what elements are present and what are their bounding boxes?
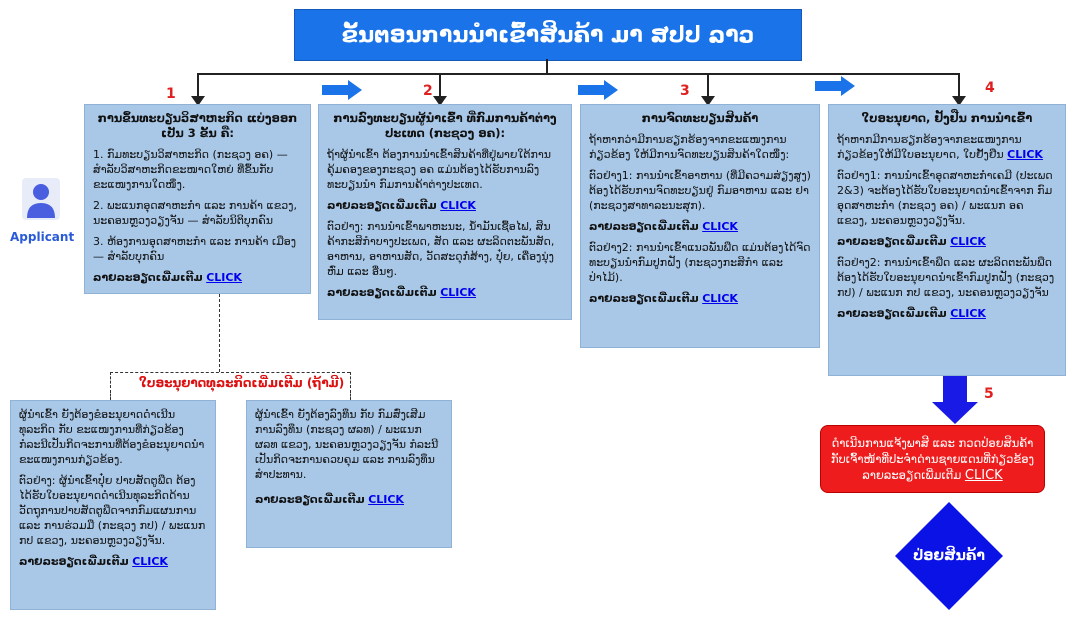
step-3-text: ຖ້າຫາກວ່າມີການຮຽກຮ້ອງຈາກຂະແໜງການກ່ຽວຂ້ອງ ໃຫ້ມີການຈົດທະບຽນສິນຄ້າໃດໜຶ່ງ: bbox=[589, 133, 790, 161]
step-number-3: 3 bbox=[680, 83, 690, 99]
title-connector bbox=[546, 59, 548, 73]
optional-box-1-text: ຜູ້ນໍາເຂົ້າ ຍັງຕ້ອງຂໍອະນຸຍາດດໍາເນີນທຸລະກິດ ກັບ ຂະແໜງການທີ່ກ່ຽວຂ້ອງ ກໍລະນີເປັນກິດຈະການທີ່ຕ້ອງຂໍອະນຸຍາດນໍາຂະແໜງການກ່ຽວຂ້ອງ. bbox=[19, 408, 205, 466]
step-number-1: 1 bbox=[166, 86, 176, 102]
step-3-box bbox=[580, 104, 820, 348]
step-2-heading: ການລົງທະບຽນຜູ້ນໍາເຂົ້າ ທີ່ກົມການຄ້າຕ່າງປະເທດ (ກະຊວງ ອຄ): bbox=[333, 111, 557, 140]
step-4-click-link-2[interactable]: CLICK bbox=[950, 235, 986, 248]
optional-dashed-connector bbox=[219, 294, 220, 372]
optional-dashed-drop-left-2 bbox=[110, 390, 111, 400]
step-2-example: ຕົວຢ່າງ: ການນໍາເຂົ້າພາຫະນະ, ນໍ້າມັນເຊື້ອໄຟ, ສິນຄ້າກະສິກໍາບາງປະເພດ, ສັດ ແລະ ຜະລິດຕະພັນສັດ, ອາຫານ, ອາຫານສັດ, ວັດສະດຸກໍ່ສ້າງ, ປຸ໋ຍ, ເຄື່ອງນຸ່ງຫົ່ມ ແລະ ອື່ນໆ. bbox=[327, 220, 555, 278]
more-details-label: ລາຍລະອຽດເພີ່ມເຕີມ bbox=[19, 555, 129, 568]
step-arrow-icon-1 bbox=[322, 80, 362, 100]
step-number-2: 2 bbox=[423, 83, 433, 99]
step-4-example-1: ຕົວຢ່າງ1: ການນໍາເຂົ້າອຸດສາຫະກໍາເຄມີ (ປະເພດ 2&3) ຈະຕ້ອງໄດ້ຮັບໃບອະນຸຍາດນໍາເຂົ້າຈາກ ກົມອຸດສາຫະກໍາ (ກະຊວງ ອຄ) / ພະແນກ ອຄ ແຂວງ, ນະຄອນຫຼວງວຽງຈັນ. bbox=[837, 169, 1053, 227]
optional-box-2-text: ຜູ້ນໍາເຂົ້າ ຍັງຕ້ອງລົງທຶນ ກັບ ກົມສົ່ງເສີມການລົງທຶນ (ກະຊວງ ຜລທ) / ພະແນກ ຜລທ ແຂວງ, ນະຄອນຫຼວງວຽງຈັນ ກໍລະນີເປັນກິດຈະການຄວບຄຸມ ແລະ ການລົງທຶນສໍາປະທານ. bbox=[255, 408, 439, 481]
step-1-item: 2. ພະແນກອຸດສາຫະກໍາ ແລະ ການຄ້າ ແຂວງ, ນະຄອນຫຼວງວຽງຈັນ — ສໍາລັບນິຕິບຸກຄົນ bbox=[93, 199, 297, 227]
optional-license-label: ໃບອະນຸຍາດທຸລະກິດເພີ່ມເຕີມ (ຖ້າມີ) bbox=[136, 376, 347, 390]
step-2-example-click-link[interactable]: CLICK bbox=[440, 286, 476, 299]
optional-box-1 bbox=[10, 400, 216, 610]
more-details-label: ລາຍລະອຽດເພີ່ມເຕີມ bbox=[93, 271, 203, 284]
optional-box-2 bbox=[246, 400, 452, 548]
step-3-click-link-2[interactable]: CLICK bbox=[702, 292, 738, 305]
step-1-item: 1. ກົມທະບຽນວິສາຫະກິດ (ກະຊວງ ອຄ) — ສໍາລັບວິສາຫະກິດຂະໜາດໃຫຍ່ ທີ່ຂຶ້ນກັບ ຂະແໜງການໃດໜຶ່ງ. bbox=[93, 148, 288, 191]
step-arrow-icon-2 bbox=[578, 80, 618, 100]
down-arrow-icon bbox=[932, 376, 978, 424]
optional-box-1-example: ຕົວຢ່າງ: ຜູ້ນໍາເຂົ້າປຸ໋ຍ ປາບສັດຕູພືດ ຕ້ອງໄດ້ຮັບໃບອະນຸຍາດດໍາເນີນທຸລະກິດດ້ານວັດຖຸການປາບສັດຕູພືດຈາກກົມແຜນການ ແລະ ການຮ່ວມມື (ກະຊວງ ກປ) / ພະແນກ ກປ ແຂວງ, ນະຄອນຫຼວງວຽງຈັນ. bbox=[19, 474, 206, 547]
more-details-label: ລາຍລະອຽດເພີ່ມເຕີມ bbox=[837, 235, 947, 248]
step-2-text: ຖ້າຜູ້ນໍາເຂົ້າ ຕ້ອງການນໍາເຂົ້າສິນຄ້າທີ່ຢູ່ພາຍໃຕ້ການຄຸ້ມຄອງຂອງກະຊວງ ອຄ ແມ່ນຕ້ອງໄດ້ຮັບການລົງທະບຽນນໍາ ກົມການຄ້າຕ່າງປະເທດ. bbox=[327, 148, 552, 191]
step-5-click-link[interactable]: CLICK bbox=[964, 467, 1003, 483]
more-details-label: ລາຍລະອຽດເພີ່ມເຕີມ bbox=[327, 286, 437, 299]
applicant-label: Applicant bbox=[10, 230, 75, 244]
release-goods-diamond bbox=[893, 500, 1005, 612]
step-4-box bbox=[828, 104, 1066, 376]
step-3-example-2: ຕົວຢ່າງ2: ການນໍາເຂົ້າແນວພັນພືດ ແມ່ນຕ້ອງໄດ້ຈົດທະບຽນນໍາກົມປູກຝັງ (ກະຊວງກະສິກໍາ ແລະ ປ່າໄມ້). bbox=[589, 241, 811, 284]
optional-dashed-horizontal bbox=[110, 372, 350, 373]
page-title: ຂັ້ນຕອນການນໍາເຂົ້າສິນຄ້າ ມາ ສປປ ລາວ bbox=[294, 9, 802, 61]
step-1-item: 3. ຫ້ອງການອຸດສາຫະກໍາ ແລະ ການຄ້າ ເມືອງ — ສໍາລັບບຸກຄົນ bbox=[93, 235, 297, 263]
step-number-4: 4 bbox=[985, 80, 995, 96]
step-arrow-icon-3 bbox=[815, 76, 855, 96]
optional-dashed-drop-left bbox=[110, 372, 111, 388]
step-3-heading: ການຈົດທະບຽນສິນຄ້າ bbox=[641, 111, 759, 125]
top-horizontal-line bbox=[197, 73, 959, 75]
step-number-5: 5 bbox=[984, 386, 994, 402]
optional-dashed-drop-right bbox=[350, 372, 351, 388]
release-goods-label: ປ່ອຍສິນຄ້າ bbox=[913, 548, 985, 564]
more-details-label: ລາຍລະອຽດເພີ່ມເຕີມ bbox=[589, 292, 699, 305]
step-5-line-1: ດໍາເນີນການແຈ້ງພາສີ ແລະ ກວດປ່ອຍສິນຄ້າ bbox=[831, 435, 1034, 450]
step-5-line-2: ກັບເຈົ້າໜ້າທີ່ປະຈໍາດ່ານຊາຍແດນທີ່ກ່ຽວຂ້ອງ bbox=[830, 451, 1035, 466]
optional-box-2-click-link[interactable]: CLICK bbox=[368, 493, 404, 506]
step-3-example-1: ຕົວຢ່າງ1: ການນໍາເຂົ້າອາຫານ (ທີ່ມີຄວາມສ່ຽງສູງ) ຕ້ອງໄດ້ຮັບການຈົດທະບຽນຢູ່ ກົມອາຫານ ແລະ ຢາ (ກະຊວງສາທາລະນະສຸກ). bbox=[589, 169, 811, 212]
more-details-label: ລາຍລະອຽດເພີ່ມເຕີມ bbox=[589, 220, 699, 233]
more-details-label: ລາຍລະອຽດເພີ່ມເຕີມ bbox=[255, 493, 365, 506]
step-4-heading: ໃບອະນຸຍາດ, ຢັ້ງຢືນ ການນໍາເຂົ້າ bbox=[861, 111, 1033, 125]
step-4-text: ຖ້າຫາກມີການຮຽກຮ້ອງຈາກຂະແໜງການກ່ຽວຂ້ອງໃຫ້ມີໃບອະນຸຍາດ, ໃບຢັ້ງຢືນ bbox=[837, 133, 1022, 161]
optional-box-1-click-link[interactable]: CLICK bbox=[132, 555, 168, 568]
step-4-example-2: ຕົວຢ່າງ2: ການນໍາເຂົ້າພືດ ແລະ ຜະລິດຕະພັນພືດ ຕ້ອງໄດ້ຮັບໃບອະນຸຍາດນໍາເຂົ້າກົມປູກຝັງ (ກະຊວງ ກປ) / ພະແນກ ກປ ແຂວງ, ນະຄອນຫຼວງວຽງຈັນ bbox=[837, 256, 1055, 299]
step-2-box bbox=[318, 104, 572, 320]
step-5-box bbox=[820, 425, 1045, 493]
applicant-avatar bbox=[10, 178, 75, 244]
step-4-click-link-3[interactable]: CLICK bbox=[950, 307, 986, 320]
more-details-label: ລາຍລະອຽດເພີ່ມເຕີມ bbox=[862, 467, 962, 482]
step-1-click-link[interactable]: CLICK bbox=[206, 271, 242, 284]
user-icon bbox=[10, 178, 72, 224]
more-details-label: ລາຍລະອຽດເພີ່ມເຕີມ bbox=[837, 307, 947, 320]
step-3-click-link-1[interactable]: CLICK bbox=[702, 220, 738, 233]
more-details-label: ລາຍລະອຽດເພີ່ມເຕີມ bbox=[327, 199, 437, 212]
step-1-box bbox=[84, 104, 311, 294]
step-4-click-link-1[interactable]: CLICK bbox=[1007, 148, 1043, 161]
optional-dashed-drop-right-2 bbox=[350, 390, 351, 400]
step-2-click-link[interactable]: CLICK bbox=[440, 199, 476, 212]
step-1-heading: ການຂຶ້ນທະບຽນວິສາຫະກິດ ແບ່ງອອກເປັນ 3 ຂັ້ນ ຄື: bbox=[97, 111, 298, 140]
